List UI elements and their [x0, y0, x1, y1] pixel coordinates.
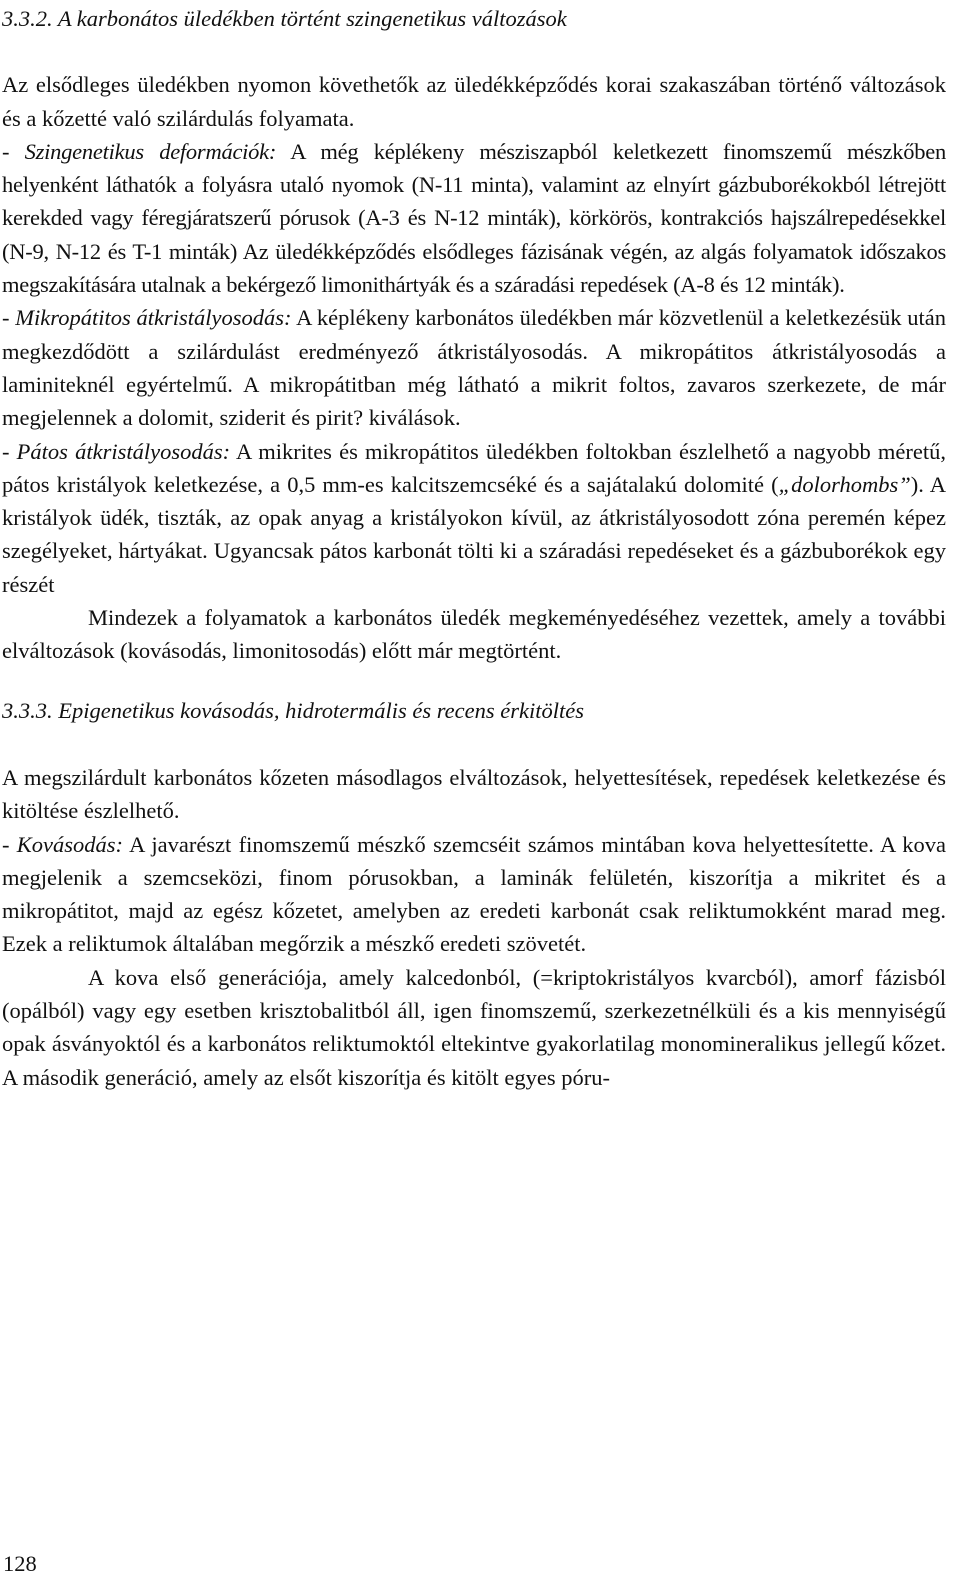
section-heading-3-3-3 — [2, 694, 946, 727]
spacer — [2, 727, 946, 761]
micropatite-text: A képlékeny karbonátos üledékben már közvetlenül a keletkezésük után megkezdődött a szilárdulást eredményező átkristályosodás. A mikropátitos átkristályosodás a laminiteknél egyértelmű. A mikropátitban még látható a mikrit foltos, zavaros szerkezete, de már megjelennek a dolomit, sziderit és pirit? kiválások. — [2, 305, 946, 431]
dolorhombs-quote: „dolorhombs” — [778, 471, 911, 497]
micropatite-paragraph — [2, 301, 946, 434]
patite-term: Pátos átkristályosodás: — [16, 438, 231, 464]
dash: - — [2, 438, 17, 464]
epigenetic-intro-paragraph: A megszilárdult karbonátos kőzeten másodlagos elváltozások, helyettesítések, repedések keletkezése és kitöltése észlelhető. — [2, 764, 946, 824]
silicification-term: Kovásodás: — [16, 831, 124, 857]
patite-text-before: A mikrites és mikropátitos üledékben foltokban észlelhető a nagyobb méretű, pátos kristályok keletkezése, a 0,5 mm-es kalcitszemcséké és a sajátalakú dolomité ( — [2, 438, 946, 497]
intro-paragraph: Az elsődleges üledékben nyomon követhetők az üledékképződés korai szakaszában történő változások és a kőzetté való szilárdulás folyamata. — [2, 72, 946, 131]
summary-paragraph: Mindezek a folyamatok a karbonátos üledék megkeményedéséhez vezettek, amely a további elváltozások (kovásodás, limonitosodás) előtt már megtörtént. — [2, 605, 946, 664]
dash: - — [2, 831, 17, 857]
micropatite-term: Mikropátitos átkristályosodás: — [15, 305, 292, 331]
deformation-term: Szingenetikus deformációk: — [24, 138, 277, 164]
dash: - — [2, 305, 16, 331]
page-number: 128 — [3, 1551, 37, 1576]
section-heading-text: 3.3.3. Epigenetikus kovásodás, hidrotermális és recens érkitöltés — [2, 697, 584, 723]
dash: - — [2, 138, 25, 164]
deformation-paragraph — [2, 135, 946, 301]
spacer — [2, 668, 946, 694]
silicification-text: A javarészt finomszemű mészkő szemcséit számos mintában kova helyettesítette. A kova megjelenik a szemcseközi, finom pórusokban, a laminák felületén, kiszorítja a mikritet és a mikropátitot, majd az egész kőzetet, amelyben az eredeti karbonát csak reliktumokként marad meg. Ezek a reliktumok általában megőrzik a mészkő eredeti szövetét. — [2, 831, 946, 957]
patite-text-after: ). A kristályok üdék, tiszták, az opak anyag a kristályokon kívül, az átkristályosodott zóna peremén képez szegélyeket, hártyákat. Ugyancsak pátos karbonát tölti ki a száradási repedéseket és a gázbuborékok egy részét — [2, 471, 946, 597]
patite-paragraph — [2, 435, 946, 601]
section-heading-3-3-2: 3.3.2. A karbonátos üledékben történt szingenetikus változások — [2, 6, 567, 31]
page-content — [2, 2, 946, 1094]
spacer — [2, 35, 946, 68]
generation-paragraph: A kova első generációja, amely kalcedonból, (=kriptokristályos kvarcból), amorf fázisból (opálból) vagy egy esetben krisztobalitból áll, igen finomszemű, szerkezetnélküli és a kis mennyiségű opak ásványoktól és a karbonátos reliktumoktól eltekintve gyakorlatilag monomineralikus jellegű kőzet. A második generáció, amely az elsőt kiszorítja és kitölt egyes póru- — [2, 964, 946, 1090]
silicification-paragraph — [2, 828, 946, 961]
deformation-text: A még képlékeny mésziszapból keletkezett finomszemű mészkőben helyenként láthatók a folyásra utaló nyomok (N-11 minta), valamint az elnyírt gázbuborékokból létrejött kerekded vagy féregjáratszerű pórusok (A-3 és N-12 minták), körkörös, kontrakciós hajszálrepedésekkel (N-9, N-12 és T-1 minták) Az üledékképződés elsődleges fázisának végén, az algás folyamatok időszakos megszakítására utalnak a bekérgező limonithártyák és a száradási repedések (A-8 és 12 minták). — [2, 138, 946, 298]
